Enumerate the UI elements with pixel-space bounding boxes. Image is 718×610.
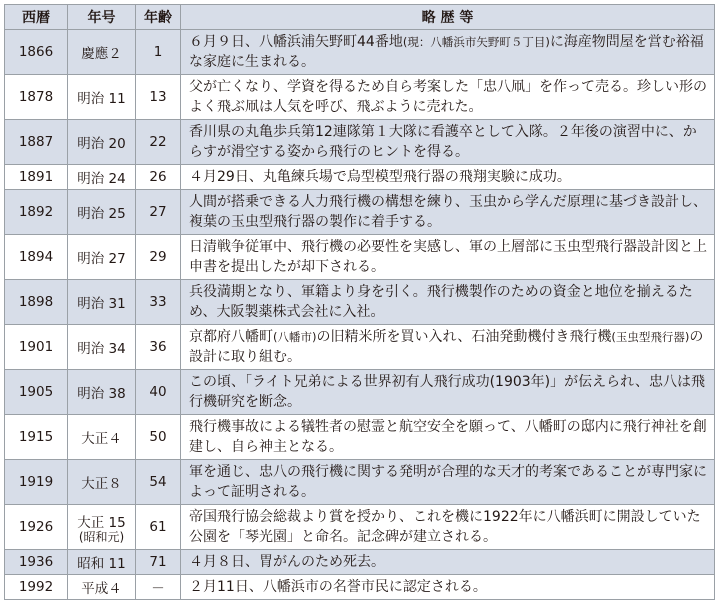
event-cell: [181, 120, 715, 165]
era-name: 昭和 11: [77, 556, 126, 572]
event-text: 父が亡くなり、学資を得るため自ら考案した「忠八凧」を作って売る。珍しい形のよく飛ぶ凧は人気を呼び、飛ぶように売れた。: [189, 79, 707, 115]
year-cell: 1887: [5, 120, 68, 165]
era-name: 明治 24: [77, 171, 126, 187]
event-text: の旧精米所を買い入れ、石油発動機付き飛行機: [316, 329, 612, 345]
era-name: 慶應２: [81, 46, 122, 62]
table-row: [5, 280, 715, 325]
year-cell: 1891: [5, 165, 68, 190]
event-text: この頃、「ライト兄弟による世界初有人飛行成功(1903年)」が伝えられ、忠八は飛行機研究を断念。: [189, 374, 705, 410]
table-row: [5, 550, 715, 575]
event-text: ４月８日、胃がんのため死去。: [189, 554, 385, 570]
table-row: [5, 190, 715, 235]
event-cell: [181, 460, 715, 505]
era-name: 明治 25: [77, 206, 126, 222]
event-note: (現：八幡浜市矢野町５丁目): [402, 35, 550, 49]
table-row: [5, 30, 715, 75]
header-row: [5, 5, 715, 30]
event-text: 飛行機事故による犠牲者の慰霊と航空安全を願って、八幡町の邸内に飛行神社を創建し、自ら神主となる。: [189, 419, 707, 455]
year-cell: 1915: [5, 415, 68, 460]
era-name: 明治 11: [77, 91, 126, 107]
event-cell: [181, 75, 715, 120]
age-cell: 1: [136, 30, 181, 75]
era-cell: [68, 280, 136, 325]
event-cell: [181, 575, 715, 600]
event-text: ２月11日、八幡浜市の名誉市民に認定される。: [189, 579, 487, 595]
era-cell: [68, 165, 136, 190]
event-text: 人間が搭乗できる人力飛行機の構想を練り、玉虫から学んだ原理に基づき設計し、複葉の玉虫型飛行器の製作に着手する。: [189, 194, 707, 230]
table-row: [5, 505, 715, 550]
year-cell: 1926: [5, 505, 68, 550]
era-cell: [68, 575, 136, 600]
event-cell: [181, 415, 715, 460]
event-cell: [181, 190, 715, 235]
year-cell: 1919: [5, 460, 68, 505]
era-name: 大正４: [81, 431, 122, 447]
table-row: [5, 370, 715, 415]
era-name: 明治 27: [77, 251, 126, 267]
header-age: 年齢: [136, 5, 181, 30]
age-cell: 36: [136, 325, 181, 370]
event-cell: [181, 550, 715, 575]
event-note: (八幡市): [273, 330, 317, 344]
header-events: 略 歴 等: [181, 5, 715, 30]
event-text: ４月29日、丸亀練兵場で烏型模型飛行器の飛翔実験に成功。: [189, 169, 571, 185]
age-cell: 29: [136, 235, 181, 280]
event-text: ６月９日、八幡浜浦矢野町44番地: [189, 34, 403, 50]
header-era: 年号: [68, 5, 136, 30]
table-row: [5, 575, 715, 600]
age-cell: 61: [136, 505, 181, 550]
year-cell: 1992: [5, 575, 68, 600]
table-row: [5, 75, 715, 120]
era-cell: [68, 75, 136, 120]
event-cell: [181, 30, 715, 75]
table-row: [5, 325, 715, 370]
age-cell: 26: [136, 165, 181, 190]
era-cell: [68, 370, 136, 415]
age-cell: 22: [136, 120, 181, 165]
year-cell: 1894: [5, 235, 68, 280]
year-cell: 1898: [5, 280, 68, 325]
table-row: [5, 120, 715, 165]
era-cell: [68, 415, 136, 460]
era-name: 明治 20: [77, 136, 126, 152]
event-text: 香川県の丸亀歩兵第12連隊第１大隊に看護卒として入隊。２年後の演習中に、からすが滑空する姿から飛行のヒントを得る。: [189, 124, 697, 160]
era-cell: [68, 505, 136, 550]
table-row: [5, 415, 715, 460]
era-cell: [68, 120, 136, 165]
era-cell: [68, 235, 136, 280]
event-text: 兵役満期となり、軍籍より身を引く。飛行機製作のための資金と地位を揃えるため、大阪製薬株式会社に入社。: [189, 284, 693, 320]
event-cell: [181, 235, 715, 280]
year-cell: 1901: [5, 325, 68, 370]
event-text: の設計に取り組む。: [189, 329, 704, 365]
age-cell: 54: [136, 460, 181, 505]
era-note: (昭和元): [78, 529, 125, 544]
event-cell: [181, 280, 715, 325]
era-cell: [68, 550, 136, 575]
era-name: 明治 34: [77, 341, 126, 357]
age-cell: 33: [136, 280, 181, 325]
biography-timeline-table: [4, 4, 715, 600]
table-row: [5, 235, 715, 280]
year-cell: 1905: [5, 370, 68, 415]
event-text: 軍を通じ、忠八の飛行機に関する発明が合理的な天才的考案であることが専門家によって証明される。: [189, 464, 707, 500]
era-cell: [68, 325, 136, 370]
era-name: 明治 38: [77, 386, 126, 402]
era-name: 明治 31: [77, 296, 126, 312]
era-name: 大正 15: [77, 514, 126, 531]
event-text: に海産物問屋を営む裕福な家庭に生まれる。: [189, 34, 704, 70]
event-text: 帝国飛行協会総裁より賞を授かり、これを機に1922年に八幡浜町に開設していた公園を「琴光園」と命名。記念碑が建立される。: [189, 509, 701, 545]
header-year: 西暦: [5, 5, 68, 30]
year-cell: 1936: [5, 550, 68, 575]
event-note: (玉虫型飛行器): [611, 330, 690, 344]
table-row: [5, 460, 715, 505]
age-cell: 27: [136, 190, 181, 235]
age-cell: －: [136, 575, 181, 600]
era-name: 大正８: [81, 476, 122, 492]
era-cell: [68, 190, 136, 235]
timeline-body: [5, 30, 715, 600]
age-cell: 13: [136, 75, 181, 120]
event-cell: [181, 165, 715, 190]
age-cell: 71: [136, 550, 181, 575]
table-row: [5, 165, 715, 190]
event-cell: [181, 370, 715, 415]
year-cell: 1892: [5, 190, 68, 235]
event-cell: [181, 325, 715, 370]
age-cell: 50: [136, 415, 181, 460]
event-text: 日清戦争従軍中、飛行機の必要性を実感し、軍の上層部に玉虫型飛行器設計図と上申書を提出したが却下される。: [189, 239, 707, 275]
era-name: 平成４: [81, 581, 122, 597]
era-cell: [68, 460, 136, 505]
year-cell: 1878: [5, 75, 68, 120]
age-cell: 40: [136, 370, 181, 415]
event-text: 京都府八幡町: [189, 329, 273, 345]
year-cell: 1866: [5, 30, 68, 75]
era-cell: [68, 30, 136, 75]
event-cell: [181, 505, 715, 550]
